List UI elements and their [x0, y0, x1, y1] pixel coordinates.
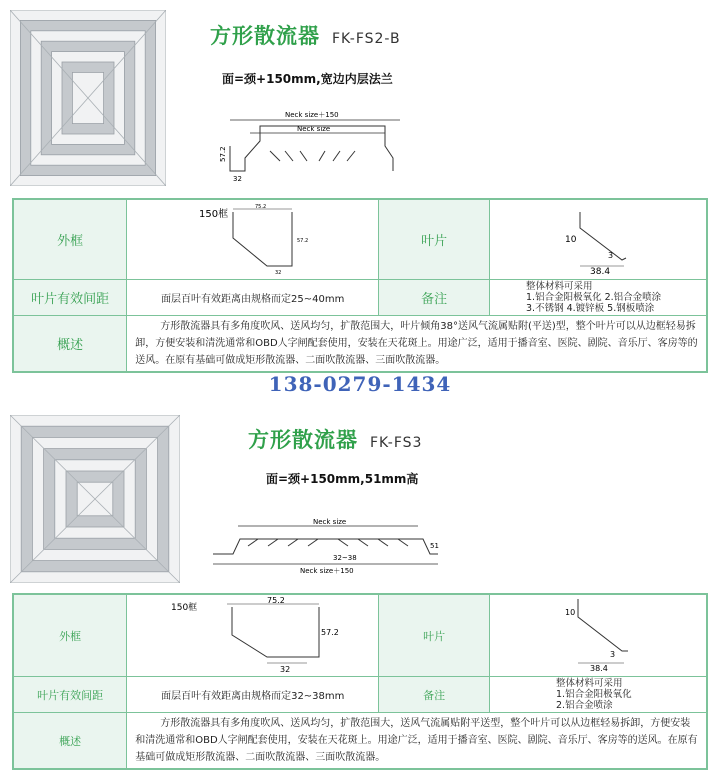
desc-value: 方形散流器具有多角度吹风、送风均匀，扩散范围大，送风气流属贴附平送型，整个叶片可以从边框轻易拆卸，方便安装和清洗通常和OBD人字闸配套使用，安装在天花斑上。用途广泛，适用于播音室、医院、剧院、音乐厅、客房等的送风。在原有基础可做成矩形散流器、二面吹散流器、三面吹散流器。 — [127, 713, 707, 770]
blade-label: 叶片 — [379, 199, 490, 280]
blade-diagram-cell — [490, 594, 708, 677]
blade-profile-diagram — [490, 200, 706, 276]
frame-diagram-cell — [127, 594, 379, 677]
svg-text:75.2: 75.2 — [267, 596, 286, 605]
remark-label: 备注 — [379, 280, 490, 316]
remark-label: 备注 — [379, 677, 490, 713]
spacing-label: 叶片有效间距 — [13, 677, 127, 713]
spacing-label: 叶片有效间距 — [13, 280, 127, 316]
blade-diagram-cell — [490, 199, 708, 280]
section-diagram-1 — [215, 106, 415, 186]
svg-text:51: 51 — [430, 542, 439, 550]
square-diffuser-photo-1 — [10, 10, 166, 186]
frame-profile-diagram — [127, 595, 378, 673]
frame-profile-diagram — [127, 200, 378, 276]
svg-text:32: 32 — [233, 175, 242, 183]
product-title-1: 方形散流器 FK-FS2-B — [210, 24, 401, 48]
product-subtitle-1: 面=颈+150mm,宽边内层法兰 — [222, 72, 393, 86]
spacing-value: 面层百叶有效距离由规格而定25~40mm — [127, 280, 379, 316]
svg-text:Neck size＋150: Neck size＋150 — [285, 111, 339, 119]
svg-text:57.2: 57.2 — [297, 238, 309, 244]
blade-label: 叶片 — [379, 594, 490, 677]
spacing-value: 面层百叶有效距离由规格而定32~38mm — [127, 677, 379, 713]
svg-text:57.2: 57.2 — [321, 628, 340, 637]
desc-label: 概述 — [13, 316, 127, 373]
svg-text:10: 10 — [565, 235, 577, 245]
frame-label: 外框 — [13, 199, 127, 280]
svg-text:10: 10 — [565, 608, 576, 617]
blade-profile-diagram — [490, 595, 706, 673]
remark-value: 整体材料可采用 1.铝合金阳极氧化 2.铝合金喷涂 — [490, 677, 708, 713]
svg-text:57.2: 57.2 — [219, 146, 227, 162]
phone-number: 138-0279-1434 — [268, 372, 452, 396]
svg-text:75.2: 75.2 — [255, 204, 267, 210]
desc-value: 方形散流器具有多角度吹风、送风均匀，扩散范围大，叶片倾角38°送风气流属贴附(平送)型，整个叶片可以从边框轻易拆卸，方便安装和清洗通常和OBD人字闸配套使用，安装在天花斑上。用途广泛，适用于播音室、医院、剧院、音乐厅、客房等的送风。在原有基础可做成矩形散流器、二面吹散流器、三面吹散流器。 — [127, 316, 707, 373]
svg-text:Neck size＋150: Neck size＋150 — [300, 567, 354, 575]
svg-text:3: 3 — [608, 251, 614, 260]
product-title-2: 方形散流器 FK-FS3 — [248, 428, 423, 452]
svg-text:38.4: 38.4 — [590, 664, 608, 673]
svg-text:32: 32 — [280, 665, 291, 673]
svg-text:3: 3 — [610, 650, 616, 659]
remark-value: 整体材料可采用 1.铝合金阳极氧化 2.铝合金喷涂 3.不锈钢 4.镀锌板 5.钢板喷涂 — [490, 280, 708, 316]
section-diagram-2 — [208, 514, 448, 578]
svg-text:32~38: 32~38 — [333, 554, 357, 562]
svg-text:32: 32 — [275, 270, 282, 276]
svg-text:Neck size: Neck size — [297, 125, 331, 133]
svg-text:Neck size: Neck size — [313, 518, 347, 526]
product-subtitle-2: 面=颈+150mm,51mm高 — [266, 472, 419, 486]
svg-text:38.4: 38.4 — [590, 267, 611, 276]
square-diffuser-photo-2 — [10, 415, 180, 583]
desc-label: 概述 — [13, 713, 127, 770]
frame-diagram-cell — [127, 199, 379, 280]
frame-label: 外框 — [13, 594, 127, 677]
svg-text:150框: 150框 — [171, 603, 198, 613]
spec-table-1 — [12, 198, 708, 373]
svg-text:150框: 150框 — [199, 209, 229, 220]
spec-table-2 — [12, 593, 708, 770]
